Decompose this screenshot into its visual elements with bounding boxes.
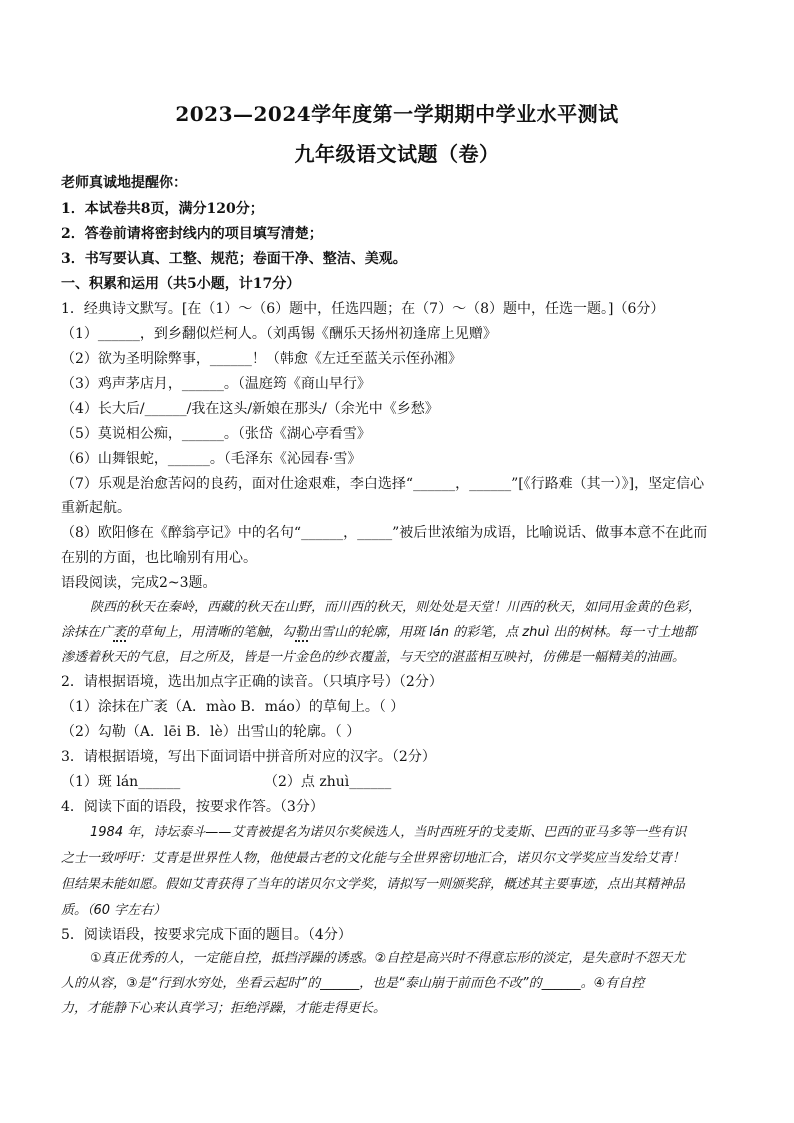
notice-item-1: 1．本试卷共8页，满分120分； <box>61 201 264 217</box>
q5-line-1: ①真正优秀的人，一定能自控，抵挡浮躁的诱惑。②自控是高兴时不得意忘形的淡定，是失意时不怨天尤 <box>90 951 686 966</box>
q1-item-4: （4）长大后/______/我在这头/新娘在那头/（余光中《乡愁》 <box>61 401 439 417</box>
passage-line-3: 渗透着秋天的气息，目之所及，皆是一片金色的纱衣覆盖，与天空的湛蓝相互映衬，仿佛是一幅精美的油画。 <box>61 650 686 665</box>
q3-stem: 3．请根据语境，写出下面词语中拼音所对应的汉字。（2分） <box>61 749 436 765</box>
notice-item-3: 3．书写要认真、工整、规范；卷面干净、整洁、美观。 <box>61 251 407 267</box>
passage-line-2: 涂抹在广袤的草甸上，用清晰的笔触，勾勒出雪山的轮廓，用斑 lán 的彩笔，点 zhuì 出的树林。每一寸土地都 <box>61 625 697 640</box>
exam-title: 2023—2024学年度第一学期期中学业水平测试 <box>175 102 619 126</box>
q4-line-4: 质。（60 字左右） <box>61 903 167 918</box>
q1-item-7-line2: 重新起航。 <box>61 500 131 516</box>
section-heading: 一、积累和运用（共5小题，计17分） <box>61 276 301 292</box>
dotted-char-le: 勒 <box>295 625 309 640</box>
notice-item-2: 2．答卷前请将密封线内的项目填写清楚； <box>61 226 323 242</box>
dotted-char-mao: 袤 <box>113 625 127 640</box>
q1-item-3: （3）鸡声茅店月，______。（温庭筠《商山早行》 <box>61 376 371 392</box>
q2-item-2: （2）勾勒（A．lēi B．lè）出雪山的轮廓。（ ） <box>61 724 361 740</box>
q1-stem: 1．经典诗文默写。[在（1）～（6）题中，任选四题；在（7）～（8）题中，任选一题。]（6分） <box>61 301 665 317</box>
q2-stem: 2．请根据语境，选出加点字正确的读音。（只填序号）（2分） <box>61 674 443 690</box>
notice-heading: 老师真诚地提醒你： <box>61 175 187 191</box>
q5-line-3: 力，才能静下心来认真学习；拒绝浮躁，才能走得更长。 <box>61 1001 387 1016</box>
q2-item-1: （1）涂抹在广袤（A．mào B．máo）的草甸上。（ ） <box>61 699 405 715</box>
q1-item-2: （2）欲为圣明除弊事，______！（韩愈《左迁至蓝关示侄孙湘》 <box>61 351 462 367</box>
q4-line-1: 1984 年，诗坛泰斗——艾青被提名为诺贝尔奖候选人，当时西班牙的戈麦斯、巴西的亚马多等一些有识 <box>90 825 687 840</box>
passage-intro: 语段阅读，完成2~3题。 <box>61 575 217 591</box>
q5-stem: 5．阅读语段，按要求完成下面的题目。（4分） <box>61 927 352 943</box>
q1-item-6: （6）山舞银蛇，______。（毛泽东《沁园春·雪》 <box>61 451 362 467</box>
q1-item-1: （1）______，到乡翻似烂柯人。（刘禹锡《酬乐天扬州初逢席上见赠》 <box>61 326 497 342</box>
q4-line-3: 但结果未能如愿。假如艾青获得了当年的诺贝尔文学奖，请拟写一则颁奖辞，概述其主要事迹，点出其精神品 <box>61 877 686 892</box>
q4-line-2: 之士一致呼吁：艾青是世界性人物，他使最古老的文化能与全世界密切地汇合，诺贝尔文学奖应当发给艾青！ <box>61 851 686 866</box>
q5-line-2: 人的从容，③是“行到水穷处，坐看云起时”的______，也是“泰山崩于前而色不改”的______。④有自控 <box>61 976 645 991</box>
exam-subtitle: 九年级语文试题（卷） <box>294 142 500 166</box>
q1-item-8-line1: （8）欧阳修在《醉翁亭记》中的名句“______，_____”被后世浓缩为成语，比喻说话、做事本意不在此而 <box>61 525 708 541</box>
q4-stem: 4．阅读下面的语段，按要求作答。（3分） <box>61 799 324 815</box>
passage-line-1: 陕西的秋天在秦岭，西藏的秋天在山野，而川西的秋天，则处处是天堂！川西的秋天，如同用金黄的色彩， <box>90 600 702 615</box>
q3-item-1: （1）斑 lán______ <box>61 774 181 790</box>
q1-item-7-line1: （7）乐观是治愈苦闷的良药，面对仕途艰难，李白选择“______，______”[《行路难（其一）》]，坚定信心 <box>61 476 705 492</box>
q1-item-5: （5）莫说相公痴，______。（张岱《湖心亭看雪》 <box>61 426 371 442</box>
q3-item-2: （2）点 zhuì______ <box>264 774 392 790</box>
q1-item-8-line2: 在别的方面，也比喻别有用心。 <box>61 550 257 566</box>
